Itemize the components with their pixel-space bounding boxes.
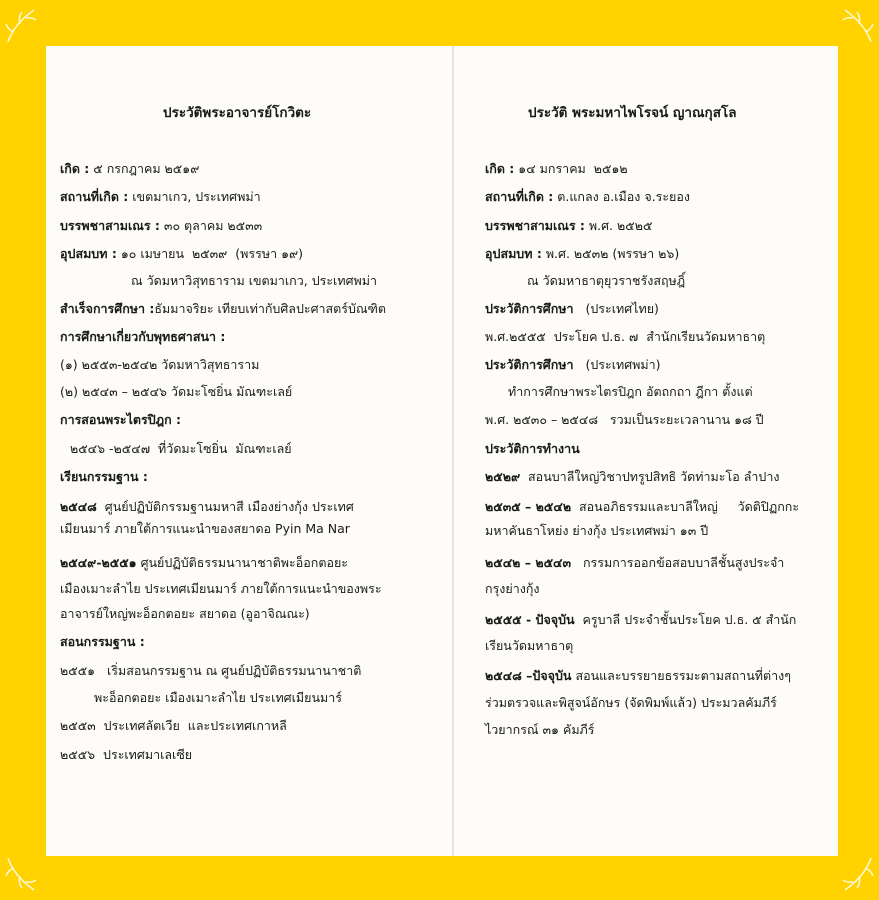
right-line: [485, 667, 791, 685]
right-line-text: ๑๔ มกราคม ๒๕๑๒: [514, 161, 628, 176]
floral-ornament-icon: [4, 4, 46, 46]
right-line: [485, 468, 779, 486]
right-line-label: สถานที่เกิด :: [485, 189, 554, 204]
right-line-text: พ.ศ. ๒๕๓๐ – ๒๕๔๘ รวมเป็นระยะเวลานาน ๑๘ ปี: [485, 412, 764, 427]
right-line: [485, 188, 690, 206]
left-line-label: ๒๕๔๘: [60, 499, 97, 514]
left-line-text: เมียนมาร์ ภายใต้การแนะนำของสยาดอ Pyin Ma Nar: [60, 521, 350, 536]
left-line-label: เกิด :: [60, 161, 90, 176]
right-line: [485, 160, 628, 178]
right-line-label: ๒๕๕๕ - ปัจจุบัน: [485, 612, 575, 627]
left-line: [60, 188, 261, 206]
right-line-text: ครูบาลี ประจำชั้นประโยค ป.ธ. ๕ สำนัก: [574, 612, 797, 627]
left-line-text: ๕ กรกฎาคม ๒๕๑๙: [89, 161, 200, 176]
left-line: [60, 746, 192, 764]
left-line-label: สำเร็จการศึกษา :: [60, 301, 155, 316]
right-line-label: เกิด :: [485, 161, 515, 176]
left-line-text: ๒๕๕๖ ประเทศมาเลเซีย: [60, 747, 193, 762]
left-line: [94, 689, 342, 707]
right-line: [485, 300, 659, 318]
left-line-text: ๒๕๔๖ -๒๕๔๗ ที่วัดมะโซยิ่น มัณฑะเลย์: [66, 441, 292, 456]
left-line-text: ศูนย์ปฏิบัติธรรมนานาชาติพะอ็อกตอยะ: [136, 555, 349, 570]
page-fold: [452, 46, 454, 856]
left-line: [131, 272, 377, 290]
left-line: [60, 468, 148, 486]
right-line: [485, 328, 765, 346]
left-line: [60, 160, 199, 178]
left-line-text: ๓๐ ตุลาคม ๒๕๓๓: [159, 218, 263, 233]
left-line: [60, 383, 292, 401]
floral-ornament-icon: [833, 854, 875, 896]
left-line-label: สอนกรรมฐาน :: [60, 634, 145, 649]
right-line: [527, 272, 685, 290]
right-line: [485, 554, 784, 572]
right-line: [485, 580, 540, 598]
left-line-text: ๒๕๕๑ เริ่มสอนกรรมฐาน ณ ศูนย์ปฏิบัติธรรมนานาชาติ: [60, 663, 362, 678]
right-line-text: พ.ศ. ๒๕๒๕: [584, 218, 653, 233]
right-line: [485, 721, 595, 739]
left-line: [60, 580, 382, 598]
right-line: [485, 356, 661, 374]
right-line-label: ประวัติการศึกษา: [485, 357, 574, 372]
left-line-text: ธัมมาจริยะ เทียบเท่ากับศิลปะศาสตร์บัณฑิต: [154, 301, 387, 316]
right-title: ประวัติ พระมหาไพโรจน์ ญาณกุสโล: [528, 105, 737, 121]
right-line-label: ประวัติการทำงาน: [485, 441, 580, 456]
left-line-text: ศูนย์ปฏิบัติกรรมฐานมหาสี เมืองย่างกุ้ง ประเทศ: [96, 499, 354, 514]
right-line-text: สอนอภิธรรมและบาลีใหญ่ วัดติปิฏกกะ: [571, 499, 800, 514]
right-line-text: (ประเทศพม่า): [573, 357, 661, 372]
right-line: [485, 411, 764, 429]
left-line: [66, 440, 292, 458]
right-line: [485, 611, 796, 629]
left-line-label: ๒๕๔๙-๒๕๕๑: [60, 555, 137, 570]
right-line-label: ๒๕๓๕ – ๒๕๔๒: [485, 499, 572, 514]
right-line-text: (ประเทศไทย): [573, 301, 659, 316]
right-line: [485, 245, 679, 263]
left-title: ประวัติพระอาจารย์โกวิตะ: [163, 105, 312, 121]
right-line-text: พ.ศ. ๒๕๓๒ (พรรษา ๒๖): [541, 246, 680, 261]
left-line-text: (๑) ๒๕๕๓-๒๕๔๒ วัดมหาวิสุทธาราม: [60, 357, 260, 372]
right-line: [485, 694, 777, 712]
right-line: [485, 217, 652, 235]
left-line: [60, 217, 262, 235]
left-line-label: เรียนกรรมฐาน :: [60, 469, 148, 484]
left-line: [60, 411, 181, 429]
right-line-text: ณ วัดมหาธาตุยุวราชรังสฤษฎิ์: [527, 273, 686, 288]
right-line-text: สอนและบรรยายธรรมะตามสถานที่ต่างๆ: [571, 668, 791, 683]
right-line: [485, 522, 708, 540]
left-line-label: บรรพชาสามเณร :: [60, 218, 160, 233]
left-line-text: ณ วัดมหาวิสุทธาราม เขตมาเกว, ประเทศพม่า: [131, 273, 377, 288]
left-line-label: สถานที่เกิด :: [60, 189, 129, 204]
floral-ornament-icon: [833, 4, 875, 46]
left-line-text: เขตมาเกว, ประเทศพม่า: [128, 189, 261, 204]
right-line-label: อุปสมบท :: [485, 246, 542, 261]
left-line: [60, 328, 225, 346]
right-line-label: บรรพชาสามเณร :: [485, 218, 585, 233]
right-line-text: ร่วมตรวจและพิสูจน์อักษร (จัดพิมพ์แล้ว) ประมวลคัมภีร์: [485, 695, 777, 710]
right-line-text: มหาคันธาโหย่ง ย่างกุ้ง ประเทศพม่า ๑๓ ปี: [485, 523, 709, 538]
right-line-text: กรุงย่างกุ้ง: [485, 581, 540, 596]
right-line-label: ๒๕๔๘ –ปัจจุบัน: [485, 668, 572, 683]
right-line-text: ไวยากรณ์ ๓๑ คัมภีร์: [485, 722, 595, 737]
right-line-text: เรียนวัดมหาธาตุ: [485, 638, 574, 653]
left-line: [60, 633, 145, 651]
left-line-text: เมืองเมาะลำไย ประเทศเมียนมาร์ ภายใต้การแนะนำของพระ: [60, 581, 382, 596]
right-line-text: กรรมการออกข้อสอบบาลีชั้นสูงประจำ: [571, 555, 785, 570]
right-line: [508, 383, 753, 401]
left-line: [60, 356, 259, 374]
left-line: [60, 520, 350, 538]
left-line-label: การสอนพระไตรปิฎก :: [60, 412, 182, 427]
left-line: [60, 717, 287, 735]
right-line-text: ต.แกลง อ.เมือง จ.ระยอง: [553, 189, 690, 204]
left-line: [60, 554, 348, 572]
left-line: [60, 605, 310, 623]
left-line: [60, 245, 303, 263]
left-line-text: (๒) ๒๕๔๓ – ๒๕๔๖ วัดมะโซยิ่น มัณฑะเลย์: [60, 384, 293, 399]
right-line: [485, 637, 573, 655]
left-line-text: ๒๕๕๓ ประเทศลัตเวีย และประเทศเกาหลี: [60, 718, 287, 733]
left-line: [60, 662, 361, 680]
right-line-text: สอนบาลีใหญ่วิชาปทรูปสิทธิ วัดท่ามะโอ ลำปาง: [520, 469, 780, 484]
left-line: [60, 498, 354, 516]
right-line-text: พ.ศ.๒๕๕๕ ประโยค ป.ธ. ๗ สำนักเรียนวัดมหาธาตุ: [485, 329, 766, 344]
left-line-label: การศึกษาเกี่ยวกับพุทธศาสนา :: [60, 329, 226, 344]
left-line-text: พะอ็อกตอยะ เมืองเมาะลำไย ประเทศเมียนมาร์: [94, 690, 342, 705]
left-line: [60, 300, 386, 318]
floral-ornament-icon: [4, 854, 46, 896]
right-line: [485, 498, 799, 516]
left-line-label: อุปสมบท :: [60, 246, 117, 261]
right-line-label: ๒๕๔๒ – ๒๕๔๓: [485, 555, 572, 570]
right-line-text: ทำการศึกษาพระไตรปิฎก อัตถกถา ฎีกา ตั้งแต่: [508, 384, 753, 399]
right-line-label: ๒๕๒๙: [485, 469, 521, 484]
left-line-text: อาจารย์ใหญ่พะอ็อกตอยะ สยาดอ (อูอาจิณณะ): [60, 606, 310, 621]
left-line-text: ๑๐ เมษายน ๒๕๓๙ (พรรษา ๑๙): [116, 246, 304, 261]
right-line: [485, 440, 580, 458]
right-line-label: ประวัติการศึกษา: [485, 301, 574, 316]
